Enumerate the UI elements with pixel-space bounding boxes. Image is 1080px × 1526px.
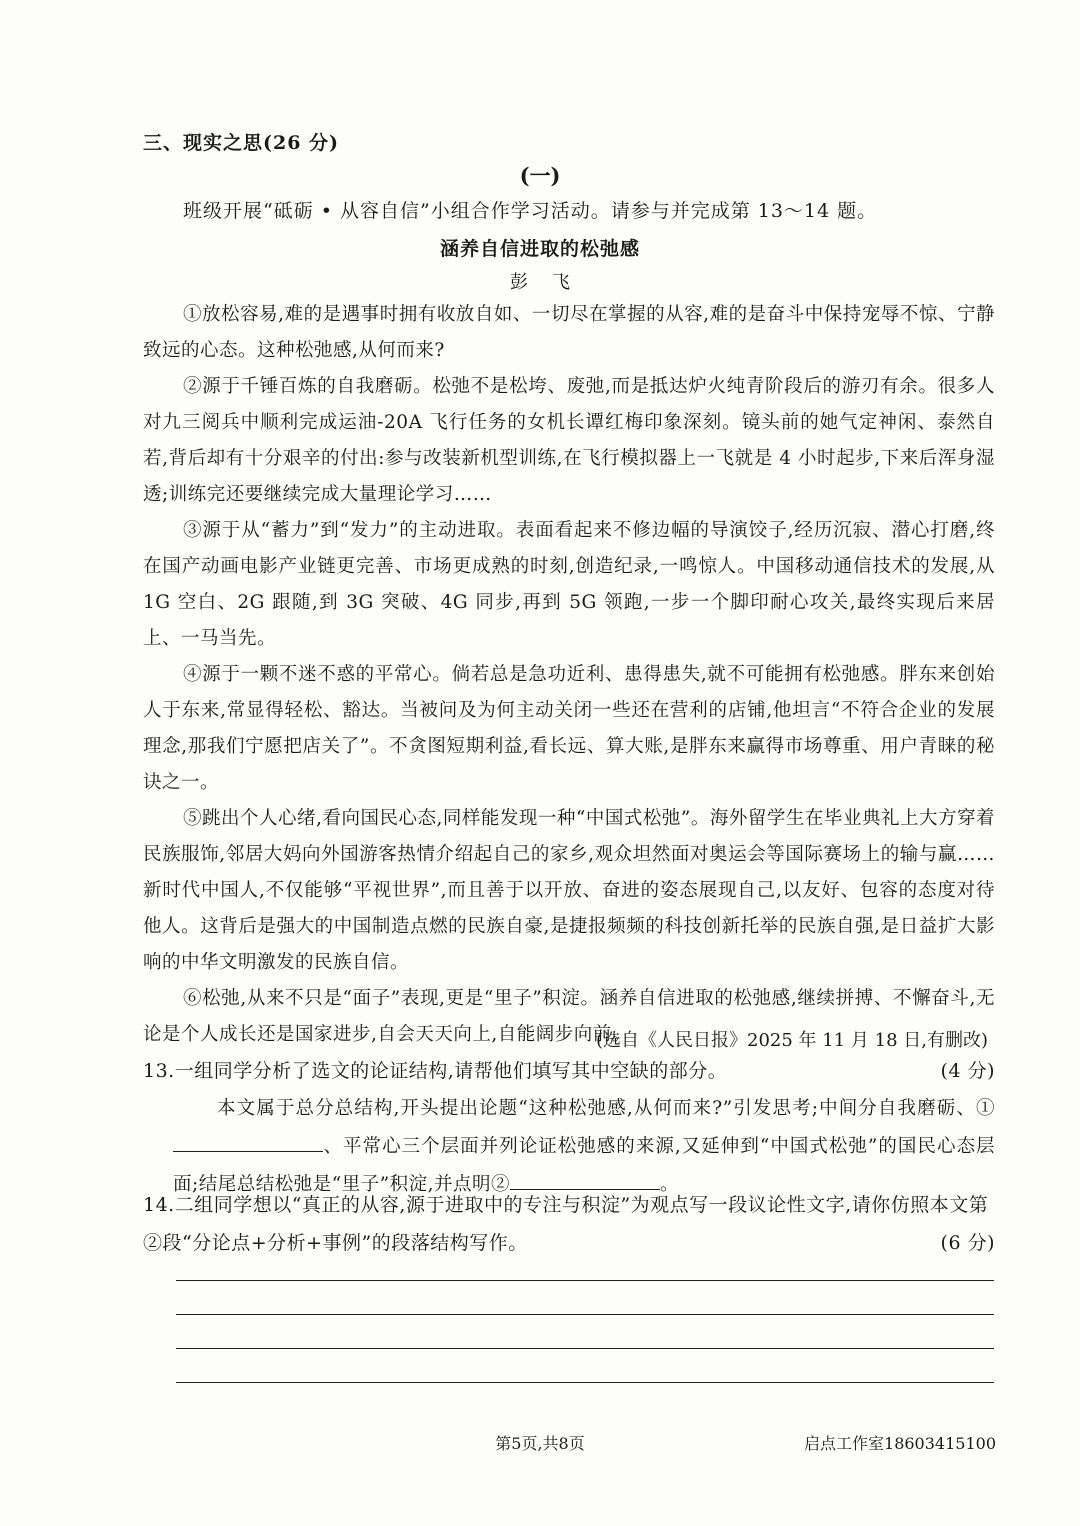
article-body bbox=[143, 297, 995, 1053]
answer-line-1[interactable] bbox=[176, 1280, 994, 1281]
studio-watermark: 启点工作室18603415100 bbox=[804, 1434, 996, 1453]
question-14 bbox=[143, 1186, 995, 1262]
question-13 bbox=[143, 1052, 995, 1090]
answer-line-4[interactable] bbox=[176, 1382, 994, 1383]
question-13-score: (4 分) bbox=[940, 1060, 995, 1082]
question-14-stem: 14.二组同学想以“真正的从容,源于进取中的专注与积淀”为观点写一段议论性文字,请你仿照本文第②段“分论点+分析+事例”的段落结构写作。 bbox=[143, 1194, 989, 1254]
article-title: 涵养自信进取的松弛感 bbox=[439, 238, 640, 260]
activity-intro: 班级开展“砥砺 • 从容自信”小组合作学习活动。请参与并完成第 13～14 题。 bbox=[183, 200, 878, 222]
paragraph-4: ④源于一颗不迷不惑的平常心。倘若总是急功近利、患得患失,就不可能拥有松弛感。胖东来创始人于东来,常显得轻松、豁达。当被问及为何主动关闭一些还在营利的店铺,他坦言“不符合企业的发展理念,那我们宁愿把店关了”。不贪图短期利益,看长远、算大账,是胖东来赢得市场尊重、用户青睐的秘诀之一。 bbox=[143, 664, 995, 793]
paragraph-2: ②源于千锤百炼的自我磨砺。松弛不是松垮、废弛,而是抵达炉火纯青阶段后的游刃有余。很多人对九三阅兵中顺利完成运油-20A 飞行任务的女机长谭红梅印象深刻。镜头前的她气定神闲、泰然自若,背后却有十分艰辛的付出:参与改装新机型训练,在飞行模拟器上一飞就是 4 小时起步,下来后浑身湿透;训练完还要继续完成大量理论学习…… bbox=[143, 376, 995, 505]
part-title: (一) bbox=[519, 163, 561, 188]
question-14-score: (6 分) bbox=[940, 1232, 995, 1254]
article-source: (选自《人民日报》2025 年 11 月 18 日,有删改) bbox=[596, 1030, 988, 1051]
question-13-stem: 13.一组同学分析了选文的论证结构,请帮他们填写其中空缺的部分。 bbox=[143, 1060, 728, 1082]
paragraph-1: ①放松容易,难的是遇事时拥有收放自如、一切尽在掌握的从容,难的是奋斗中保持宠辱不惊、宁静致远的心态。这种松弛感,从何而来? bbox=[143, 304, 995, 361]
answer-blank-1[interactable] bbox=[173, 1129, 323, 1152]
paragraph-5: ⑤跳出个人心绪,看向国民心态,同样能发现一种“中国式松弛”。海外留学生在毕业典礼上大方穿着民族服饰,邻居大妈向外国游客热情介绍起自己的家乡,观众坦然面对奥运会等国际赛场上的输与赢……新时代中国人,不仅能够“平视世界”,而且善于以开放、奋进的姿态展现自己,以友好、包容的态度对待他人。这背后是强大的中国制造点燃的民族自豪,是捷报频频的科技创新托举的民族自强,是日益扩大影响的中华文明激发的民族自信。 bbox=[143, 808, 995, 973]
page-number: 第5页,共8页 bbox=[495, 1434, 585, 1453]
question-13-text-1: 本文属于总分总结构,开头提出论题“这种松弛感,从何而来?”引发思考;中间分自我磨砺、① bbox=[217, 1098, 995, 1119]
question-13-text-2: 、平常心三个层面并列论证松弛感的来源,又延伸到“中国式松弛”的国民心态层面;结尾总结松弛是“里子”积淀,并点明② bbox=[173, 1136, 995, 1195]
paragraph-3: ③源于从“蓄力”到“发力”的主动进取。表面看起来不修边幅的导演饺子,经历沉寂、潜心打磨,终在国产动画电影产业链更完善、市场更成熟的时刻,创造纪录,一鸣惊人。中国移动通信技术的发展,从 1G 空白、2G 跟随,到 3G 突破、4G 同步,再到 5G 领跑,一步一个脚印耐心攻关,最终实现后来居上、一马当先。 bbox=[143, 520, 995, 649]
answer-line-2[interactable] bbox=[176, 1314, 994, 1315]
section-title: 三、现实之思(26 分) bbox=[143, 132, 340, 154]
paragraph-6: ⑥松弛,从来不只是“面子”表现,更是“里子”积淀。涵养自信进取的松弛感,继续拼搏、不懈奋斗,无论是个人成长还是国家进步,自会天天向上,自能阔步向前。 bbox=[143, 988, 995, 1045]
question-13-text-3: 。 bbox=[660, 1174, 680, 1195]
answer-line-3[interactable] bbox=[176, 1348, 994, 1349]
article-author: 彭飞 bbox=[510, 272, 594, 293]
